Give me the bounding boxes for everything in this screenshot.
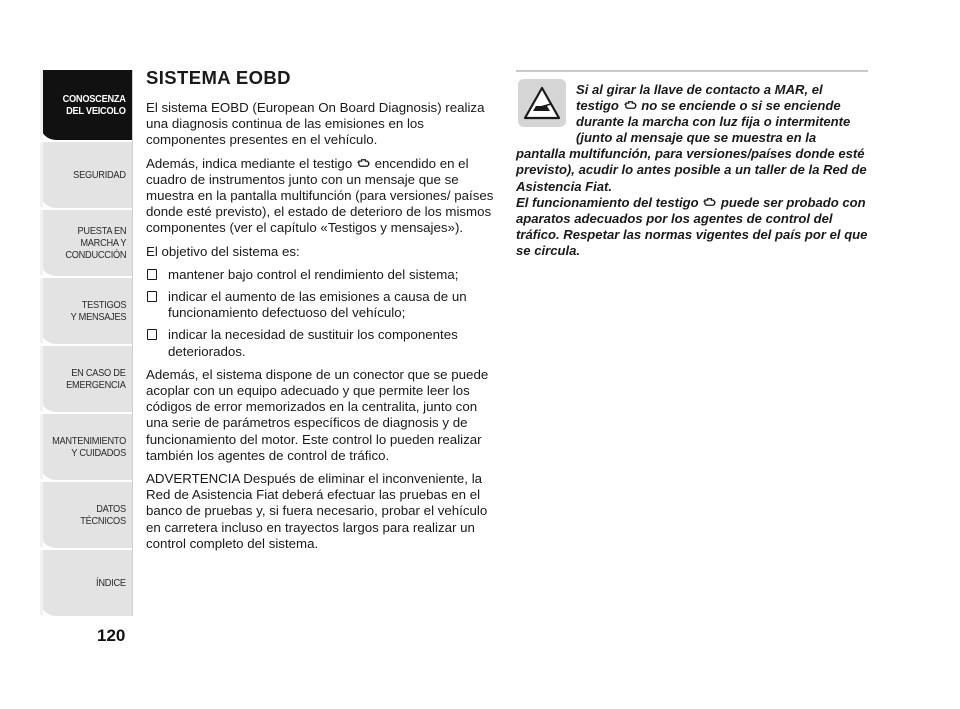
main-content xyxy=(146,66,498,559)
warning-box xyxy=(516,70,868,259)
warning-triangle-icon xyxy=(518,79,566,127)
tab-en-caso-de-emergencia[interactable] xyxy=(40,346,133,412)
engine-warning-light-icon xyxy=(357,157,370,169)
checkbox-bullet-icon xyxy=(147,269,157,280)
tab-testigos[interactable] xyxy=(40,278,133,344)
tab-label: MANTENIMIENTO Y CUIDADOS xyxy=(52,435,126,459)
page-number: 120 xyxy=(97,626,126,645)
tab-indice[interactable] xyxy=(40,550,133,616)
indicator-paragraph xyxy=(146,156,498,237)
paragraph-text: Además, indica mediante el testigo xyxy=(146,155,353,171)
sidebar-divider xyxy=(132,70,133,615)
warning-text-part: no se enciende o si se enciende durante la marcha con luz fija o intermitente (junto al mensaje que se muestra en la pantalla multifunción, para versiones/países donde esté previsto), acudir lo antes posible a un taller de la Red de Asistencia Fiat. xyxy=(516,98,867,194)
tab-label: CONOSCENZA DEL VEICOLO xyxy=(62,93,126,117)
tab-label: PUESTA EN MARCHA Y CONDUCCIÓN xyxy=(64,225,126,261)
engine-warning-light-icon xyxy=(703,196,716,208)
intro-paragraph: El sistema EOBD (European On Board Diagnosis) realiza una diagnosis continua de las emisiones en los componentes presentes en el vehículo. xyxy=(146,100,485,148)
tab-label: TESTIGOS Y MENSAJES xyxy=(70,299,126,323)
tab-conoscenza-del-veicolo[interactable] xyxy=(40,70,133,140)
objective-intro: El objetivo del sistema es: xyxy=(146,243,300,259)
advertencia-paragraph: ADVERTENCIA Después de eliminar el inconveniente, la Red de Asistencia Fiat deberá efectuar las pruebas en el banco de pruebas y, si fuera necesario, probar el vehículo en carretera incluso en trayectos largos para realizar un control completo del sistema. xyxy=(146,471,488,551)
tab-label: SEGURIDAD xyxy=(73,169,126,181)
tab-label: EN CASO DE EMERGENCIA xyxy=(66,367,126,391)
checkbox-bullet-icon xyxy=(147,291,157,302)
list-item xyxy=(146,327,498,359)
tab-datos-tecnicos[interactable] xyxy=(40,482,133,548)
warning-text-part: El funcionamiento del testigo xyxy=(516,194,699,210)
tab-label: DATOS TÉCNICOS xyxy=(80,503,126,527)
tab-seguridad[interactable] xyxy=(40,142,133,208)
warning-text-part: puede ser probado con aparatos adecuados por los agentes de control del tráfico. Respetar las normas vigentes del país por el que se circula. xyxy=(516,194,868,258)
tab-label: ÍNDICE xyxy=(96,577,126,589)
tab-puesta-en-marcha[interactable] xyxy=(40,210,133,276)
tab-mantenimiento[interactable] xyxy=(40,414,133,480)
list-item xyxy=(146,267,498,283)
paragraph-text: encendido en el cuadro de instrumentos junto con un mensaje que se muestra en la pantalla multifunción (para versiones/ países donde esté previsto), el estado de deterioro de los mismos componentes (ver el capítulo «Testigos y mensajes»). xyxy=(146,155,494,236)
list-item-text: mantener bajo control el rendimiento del sistema; xyxy=(168,266,459,282)
checkbox-bullet-icon xyxy=(147,329,157,340)
connector-paragraph: Además, el sistema dispone de un conector que se puede acoplar con un equipo adecuado y que permite leer los códigos de error memorizados en la centralita, junto con una serie de parámetros específicos de diagnosis y de funcionamiento del motor. Este control lo pueden realizar también los agentes de control de tráfico. xyxy=(146,366,489,463)
page-title: SISTEMA EOBD xyxy=(146,67,291,88)
warning-text-part: Si al girar la llave de contacto a MAR, el testigo xyxy=(576,82,823,114)
list-item-text: indicar el aumento de las emisiones a causa de un funcionamiento defectuoso del vehículo; xyxy=(168,289,467,321)
list-item xyxy=(146,289,498,321)
engine-warning-light-icon xyxy=(624,99,637,111)
objective-list xyxy=(146,267,498,360)
warning-text xyxy=(516,72,868,259)
list-item-text: indicar la necesidad de sustituir los componentes deteriorados. xyxy=(168,327,458,359)
